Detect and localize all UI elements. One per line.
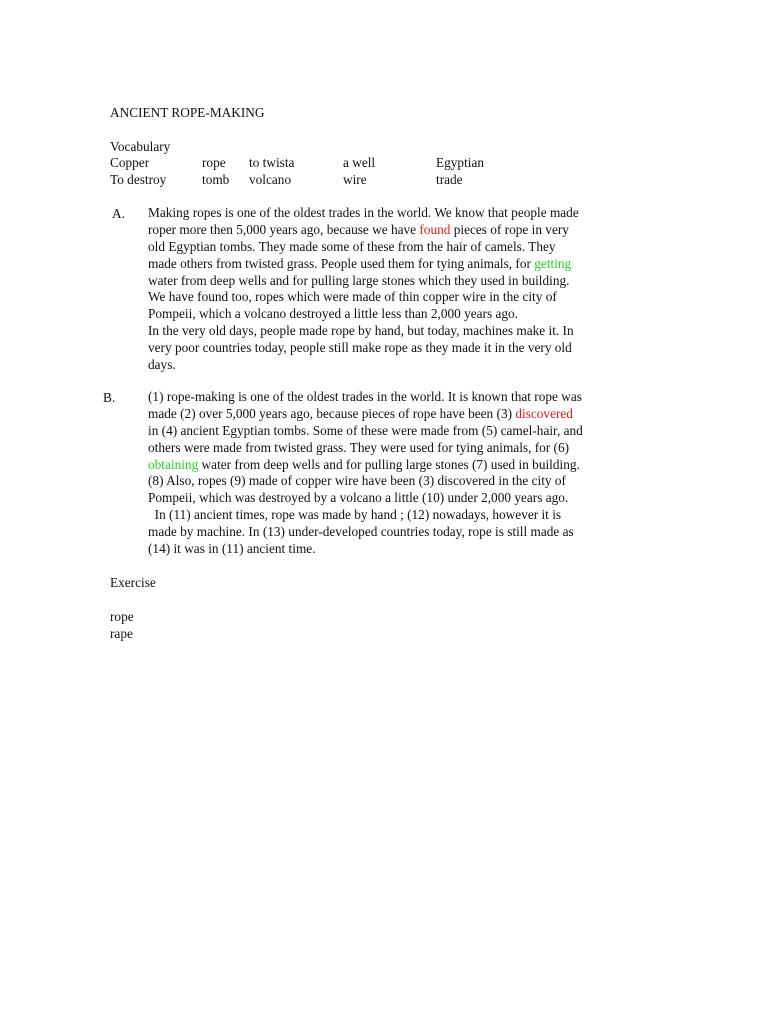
paragraph-line: days. <box>148 357 176 373</box>
document-title: ANCIENT ROPE-MAKING <box>110 105 265 120</box>
paragraph-line: (14) it was in (11) ancient time. <box>148 541 316 557</box>
vocab-word: tomb <box>202 172 230 187</box>
vocab-word: a well <box>343 155 376 170</box>
paragraph-line: In (11) ancient times, rope was made by hand ; (12) nowadays, however it is <box>148 507 562 523</box>
paragraph-line: In the very old days, people made rope by hand, but today, machines make it. In <box>148 323 574 339</box>
vocab-word: trade <box>436 172 463 187</box>
vocab-word: volcano <box>249 172 292 187</box>
paragraph-line: roper more then 5,000 years ago, because we have found pieces of rope in very <box>148 221 569 237</box>
paragraph-line: Making ropes is one of the oldest trades in the world. We know that people made <box>148 205 579 220</box>
exercise-word: rope <box>110 609 134 624</box>
vocab-word: Egyptian <box>436 155 485 170</box>
highlighted-word: discovered <box>515 405 573 421</box>
vocab-word: Copper <box>110 155 150 170</box>
section-a-paragraph <box>148 205 663 374</box>
paragraph-line: old Egyptian tombs. They made some of these from the hair of camels. They <box>148 238 556 254</box>
exercise-word: rape <box>110 626 133 641</box>
paragraph-line: Pompeii, which a volcano destroyed a little less than 2,000 years ago. <box>148 306 519 322</box>
paragraph-line: very poor countries today, people still make rope as they made it in the very old <box>148 340 572 356</box>
highlighted-word: getting <box>534 255 572 271</box>
paragraph-line: water from deep wells and for pulling large stones which they used in building. <box>148 272 570 288</box>
vocab-word: wire <box>343 172 367 187</box>
paragraph-line: made others from twisted grass. People used them for tying animals, for getting <box>148 255 572 271</box>
vocab-word: To destroy <box>110 172 167 187</box>
paragraph-line: made by machine. In (13) under-developed countries today, rope is still made as <box>148 524 574 540</box>
paragraph-line: others were made from twisted grass. They were used for tying animals, for (6) <box>148 439 570 455</box>
exercise-heading: Exercise <box>110 575 156 590</box>
vocab-word: rope <box>202 155 226 170</box>
paragraph-line: in (4) ancient Egyptian tombs. Some of these were made from (5) camel-hair, and <box>148 422 583 438</box>
highlighted-word: obtaining <box>148 456 199 472</box>
highlighted-word: found <box>419 221 451 237</box>
section-b-paragraph <box>148 389 663 558</box>
paragraph-line: obtaining water from deep wells and for pulling large stones (7) used in building. <box>148 456 580 472</box>
paragraph-line: made (2) over 5,000 years ago, because pieces of rope have been (3) discovered <box>148 405 573 421</box>
section-a-label: A. <box>112 206 125 221</box>
vocabulary-heading: Vocabulary <box>110 139 171 154</box>
paragraph-line: We have found too, ropes which were made of thin copper wire in the city of <box>148 289 557 305</box>
paragraph-line: Pompeii, which was destroyed by a volcano a little (10) under 2,000 years ago. <box>148 490 569 506</box>
paragraph-line: (8) Also, ropes (9) made of copper wire have been (3) discovered in the city of <box>148 473 566 489</box>
vocab-word: to twista <box>249 155 295 170</box>
section-b-label: B. <box>103 390 116 405</box>
paragraph-line: (1) rope-making is one of the oldest trades in the world. It is known that rope was <box>148 389 582 404</box>
